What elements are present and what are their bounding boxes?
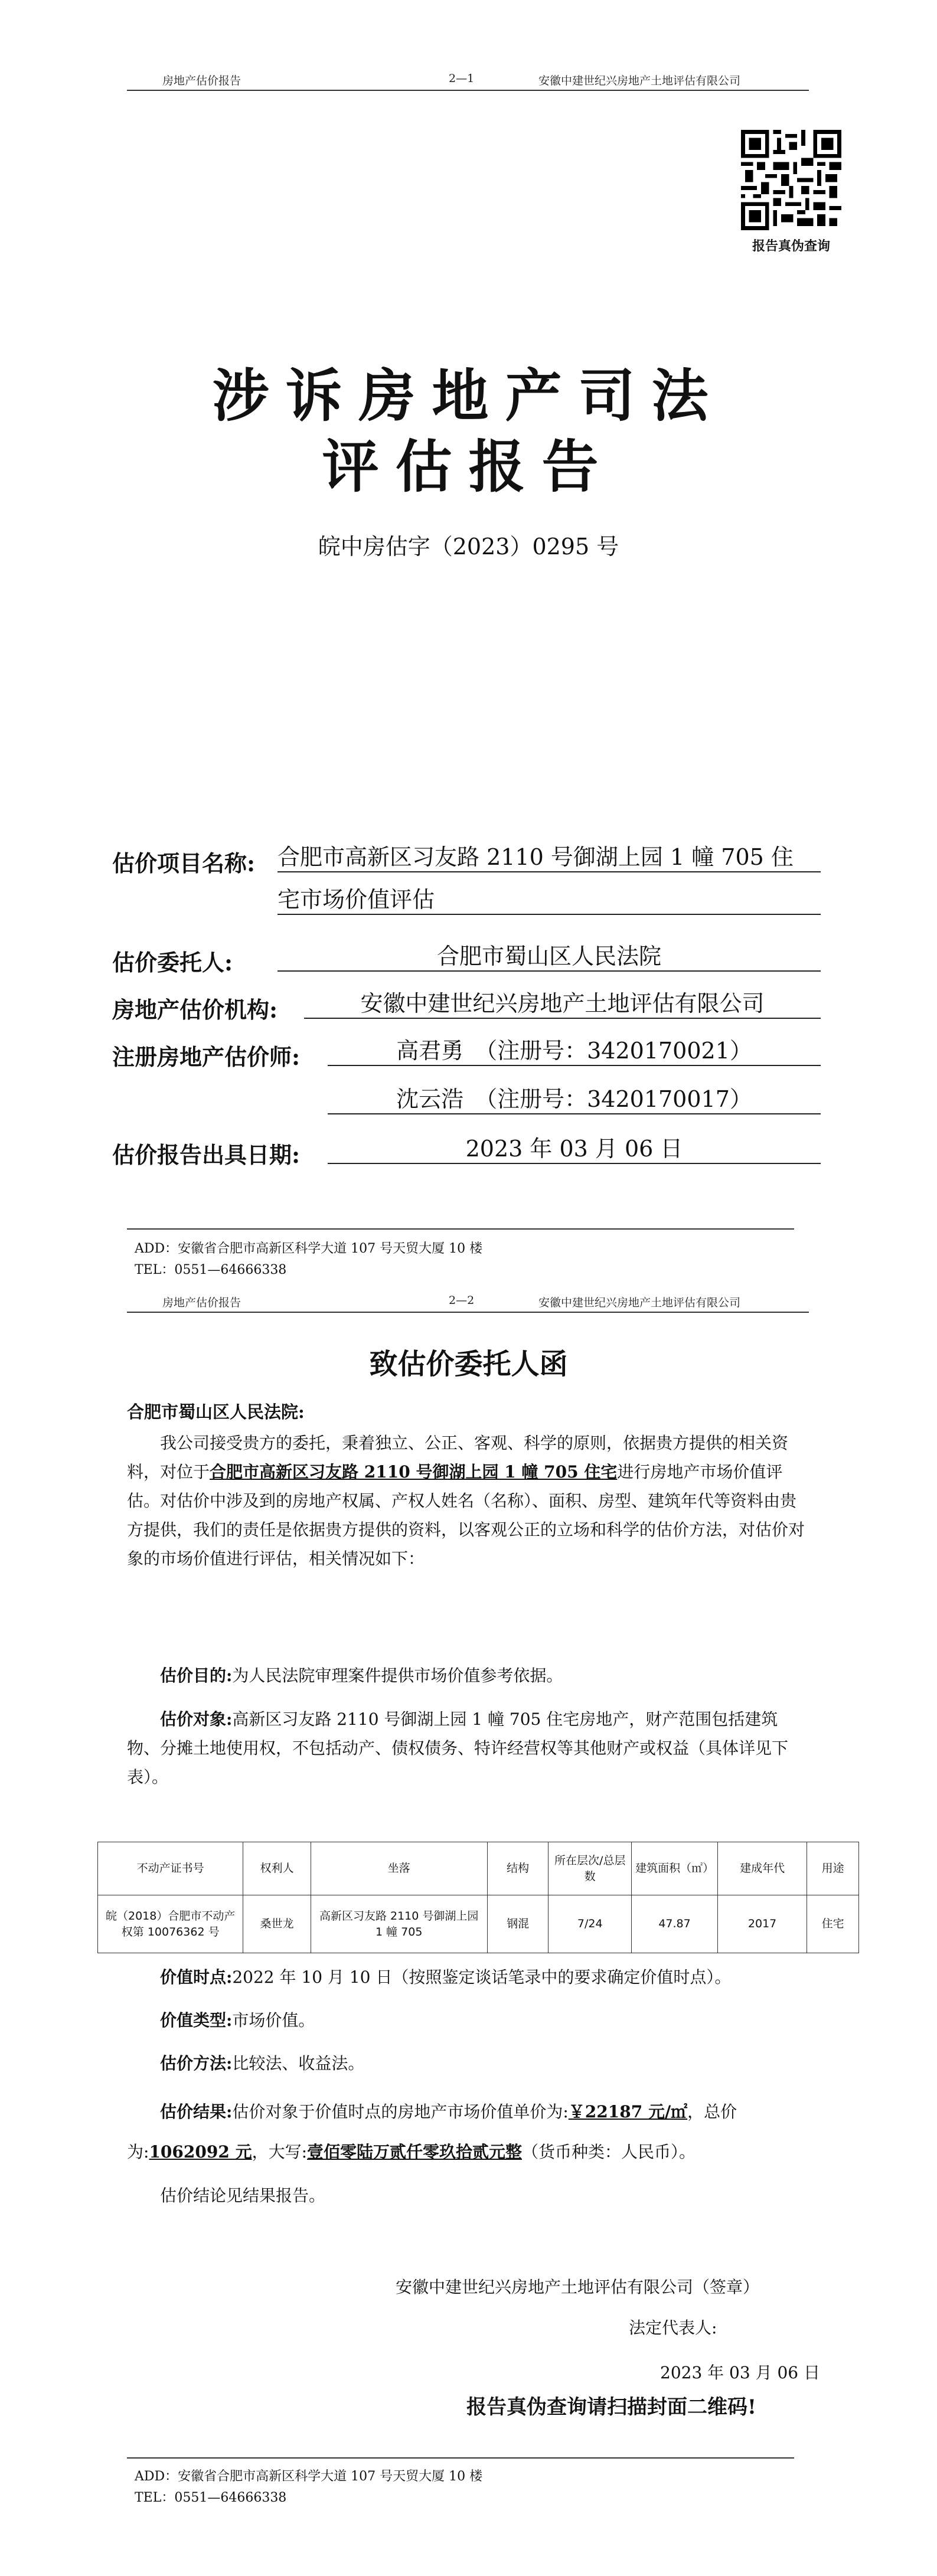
result-paragraph: 估价结果:估价对象于价值时点的房地产市场价值单价为:￥22187 元/㎡，总价为:1062092 元，大写:壹佰零陆万贰仟零玖拾贰元整（货币种类：人民币）。 [127,2102,737,2162]
qr-caption: 报告真伪查询 [752,238,830,254]
qr-code-icon [741,130,841,230]
letter-title: 致估价委托人函 [369,1348,568,1381]
object-paragraph: 估价对象:高新区习友路 2110 号御湖上园 1 幢 705 住宅房地产，财产范围包括建筑物、分摊土地使用权，不包括动产、债权债务、特许经营权等其他财产或权益（具体详见下表）。 [127,1709,789,1787]
method-paragraph: 估价方法:比较法、收益法。 [160,2054,365,2073]
signing-date: 2023 年 03 月 06 日 [660,2363,821,2382]
client-label: 估价委托人: [112,949,233,976]
table-header-cell: 建筑面积（㎡） [632,1842,718,1895]
table-cell: 住宅 [807,1895,859,1953]
table-header-cell: 坐落 [311,1842,487,1895]
footer-phone: TEL：0551—64666338 [135,1263,287,1277]
conclusion-paragraph: 估价结论见结果报告。 [160,2186,326,2205]
header-divider [127,1312,809,1313]
client-value: 合肥市蜀山区人民法院 [277,942,821,972]
page-header-left: 房地产估价报告 [162,74,241,87]
report-date-label: 估价报告出具日期: [112,1142,301,1168]
page-header-number: 2—2 [449,1294,475,1307]
table-cell: 高新区习友路 2110 号御湖上园 1 幢 705 [311,1895,487,1953]
table-cell: 钢混 [487,1895,549,1953]
table-cell: 2017 [717,1895,807,1953]
table-header-cell: 结构 [487,1842,549,1895]
table-cell: 47.87 [632,1895,718,1953]
table-cell: 皖（2018）合肥市不动产权第 10076362 号 [98,1895,243,1953]
addressee: 合肥市蜀山区人民法院: [127,1402,305,1422]
table-header-cell: 不动产证书号 [98,1842,243,1895]
table-header-cell: 用途 [807,1842,859,1895]
appraiser-1: 高君勇 （注册号：3420170021） [328,1037,821,1066]
table-header-cell: 建成年代 [717,1842,807,1895]
unit-price: ￥22187 元/㎡ [568,2102,688,2121]
scan-notice: 报告真伪查询请扫描封面二维码! [466,2395,756,2419]
page-header-right: 安徽中建世纪兴房地产土地评估有限公司 [538,74,741,87]
document-number: 皖中房估字（2023）0295 号 [318,534,619,560]
page-header-right: 安徽中建世纪兴房地产土地评估有限公司 [538,1296,741,1309]
project-label: 估价项目名称: [112,850,256,877]
total-price: 1062092 元 [149,2142,252,2162]
project-value-line2: 宅市场价值评估 [277,885,821,915]
intro-paragraph: 我公司接受贵方的委托，秉着独立、公正、客观、科学的原则，依据贵方提供的相关资料，对位于合肥市高新区习友路 2110 号御湖上园 1 幢 705 住宅进行房地产市场价值评估。对估价中涉及到的房地产权属、产权人姓名（名称）、面积、房型、建筑年代等资料由贵方提供，我们的责任是依据贵方提供的资料，以客观公正的立场和科学的估价方法，对估价对象的市场价值进行评估，相关情况如下： [127,1433,805,1568]
footer-address: ADD：安徽省合肥市高新区科学大道 107 号天贸大厦 10 楼 [135,2469,483,2484]
report-title-line1: 涉诉房地产司法 [212,362,725,429]
table-row [98,1895,859,1953]
property-address: 合肥市高新区习友路 2110 号御湖上园 1 幢 705 住宅 [210,1462,618,1482]
property-table [97,1842,859,1953]
table-cell: 7/24 [549,1895,632,1953]
agency-value: 安徽中建世纪兴房地产土地评估有限公司 [304,989,821,1019]
table-header-cell: 所在层次/总层数 [549,1842,632,1895]
table-header-row [98,1842,859,1895]
page-header-number: 2—1 [449,72,475,85]
value-time-paragraph: 价值时点:2022 年 10 月 10 日（按照鉴定谈话笔录中的要求确定价值时点）。 [160,1967,732,1987]
report-date-value: 2023 年 03 月 06 日 [328,1135,821,1164]
project-value-line1: 合肥市高新区习友路 2110 号御湖上园 1 幢 705 住 [277,843,821,872]
appraiser-2: 沈云浩 （注册号：3420170017） [328,1085,821,1114]
footer-divider [127,2457,794,2459]
signing-company: 安徽中建世纪兴房地产土地评估有限公司（签章） [396,2277,760,2297]
value-type-paragraph: 价值类型:市场价值。 [160,2011,315,2030]
header-divider [127,90,809,91]
footer-phone: TEL：0551—64666338 [135,2490,287,2505]
table-cell: 桑世龙 [243,1895,311,1953]
report-title-line2: 评估报告 [322,433,615,500]
purpose-paragraph: 估价目的:为人民法院审理案件提供市场价值参考依据。 [160,1666,563,1685]
legal-representative: 法定代表人: [629,2318,717,2338]
table-header-cell: 权利人 [243,1842,311,1895]
footer-divider [127,1228,794,1230]
appraiser-label: 注册房地产估价师: [112,1044,301,1070]
agency-label: 房地产估价机构: [112,996,278,1023]
page-header-left: 房地产估价报告 [162,1296,241,1309]
total-price-upper: 壹佰零陆万贰仟零玖拾贰元整 [307,2142,523,2162]
footer-address: ADD：安徽省合肥市高新区科学大道 107 号天贸大厦 10 楼 [135,1241,483,1256]
